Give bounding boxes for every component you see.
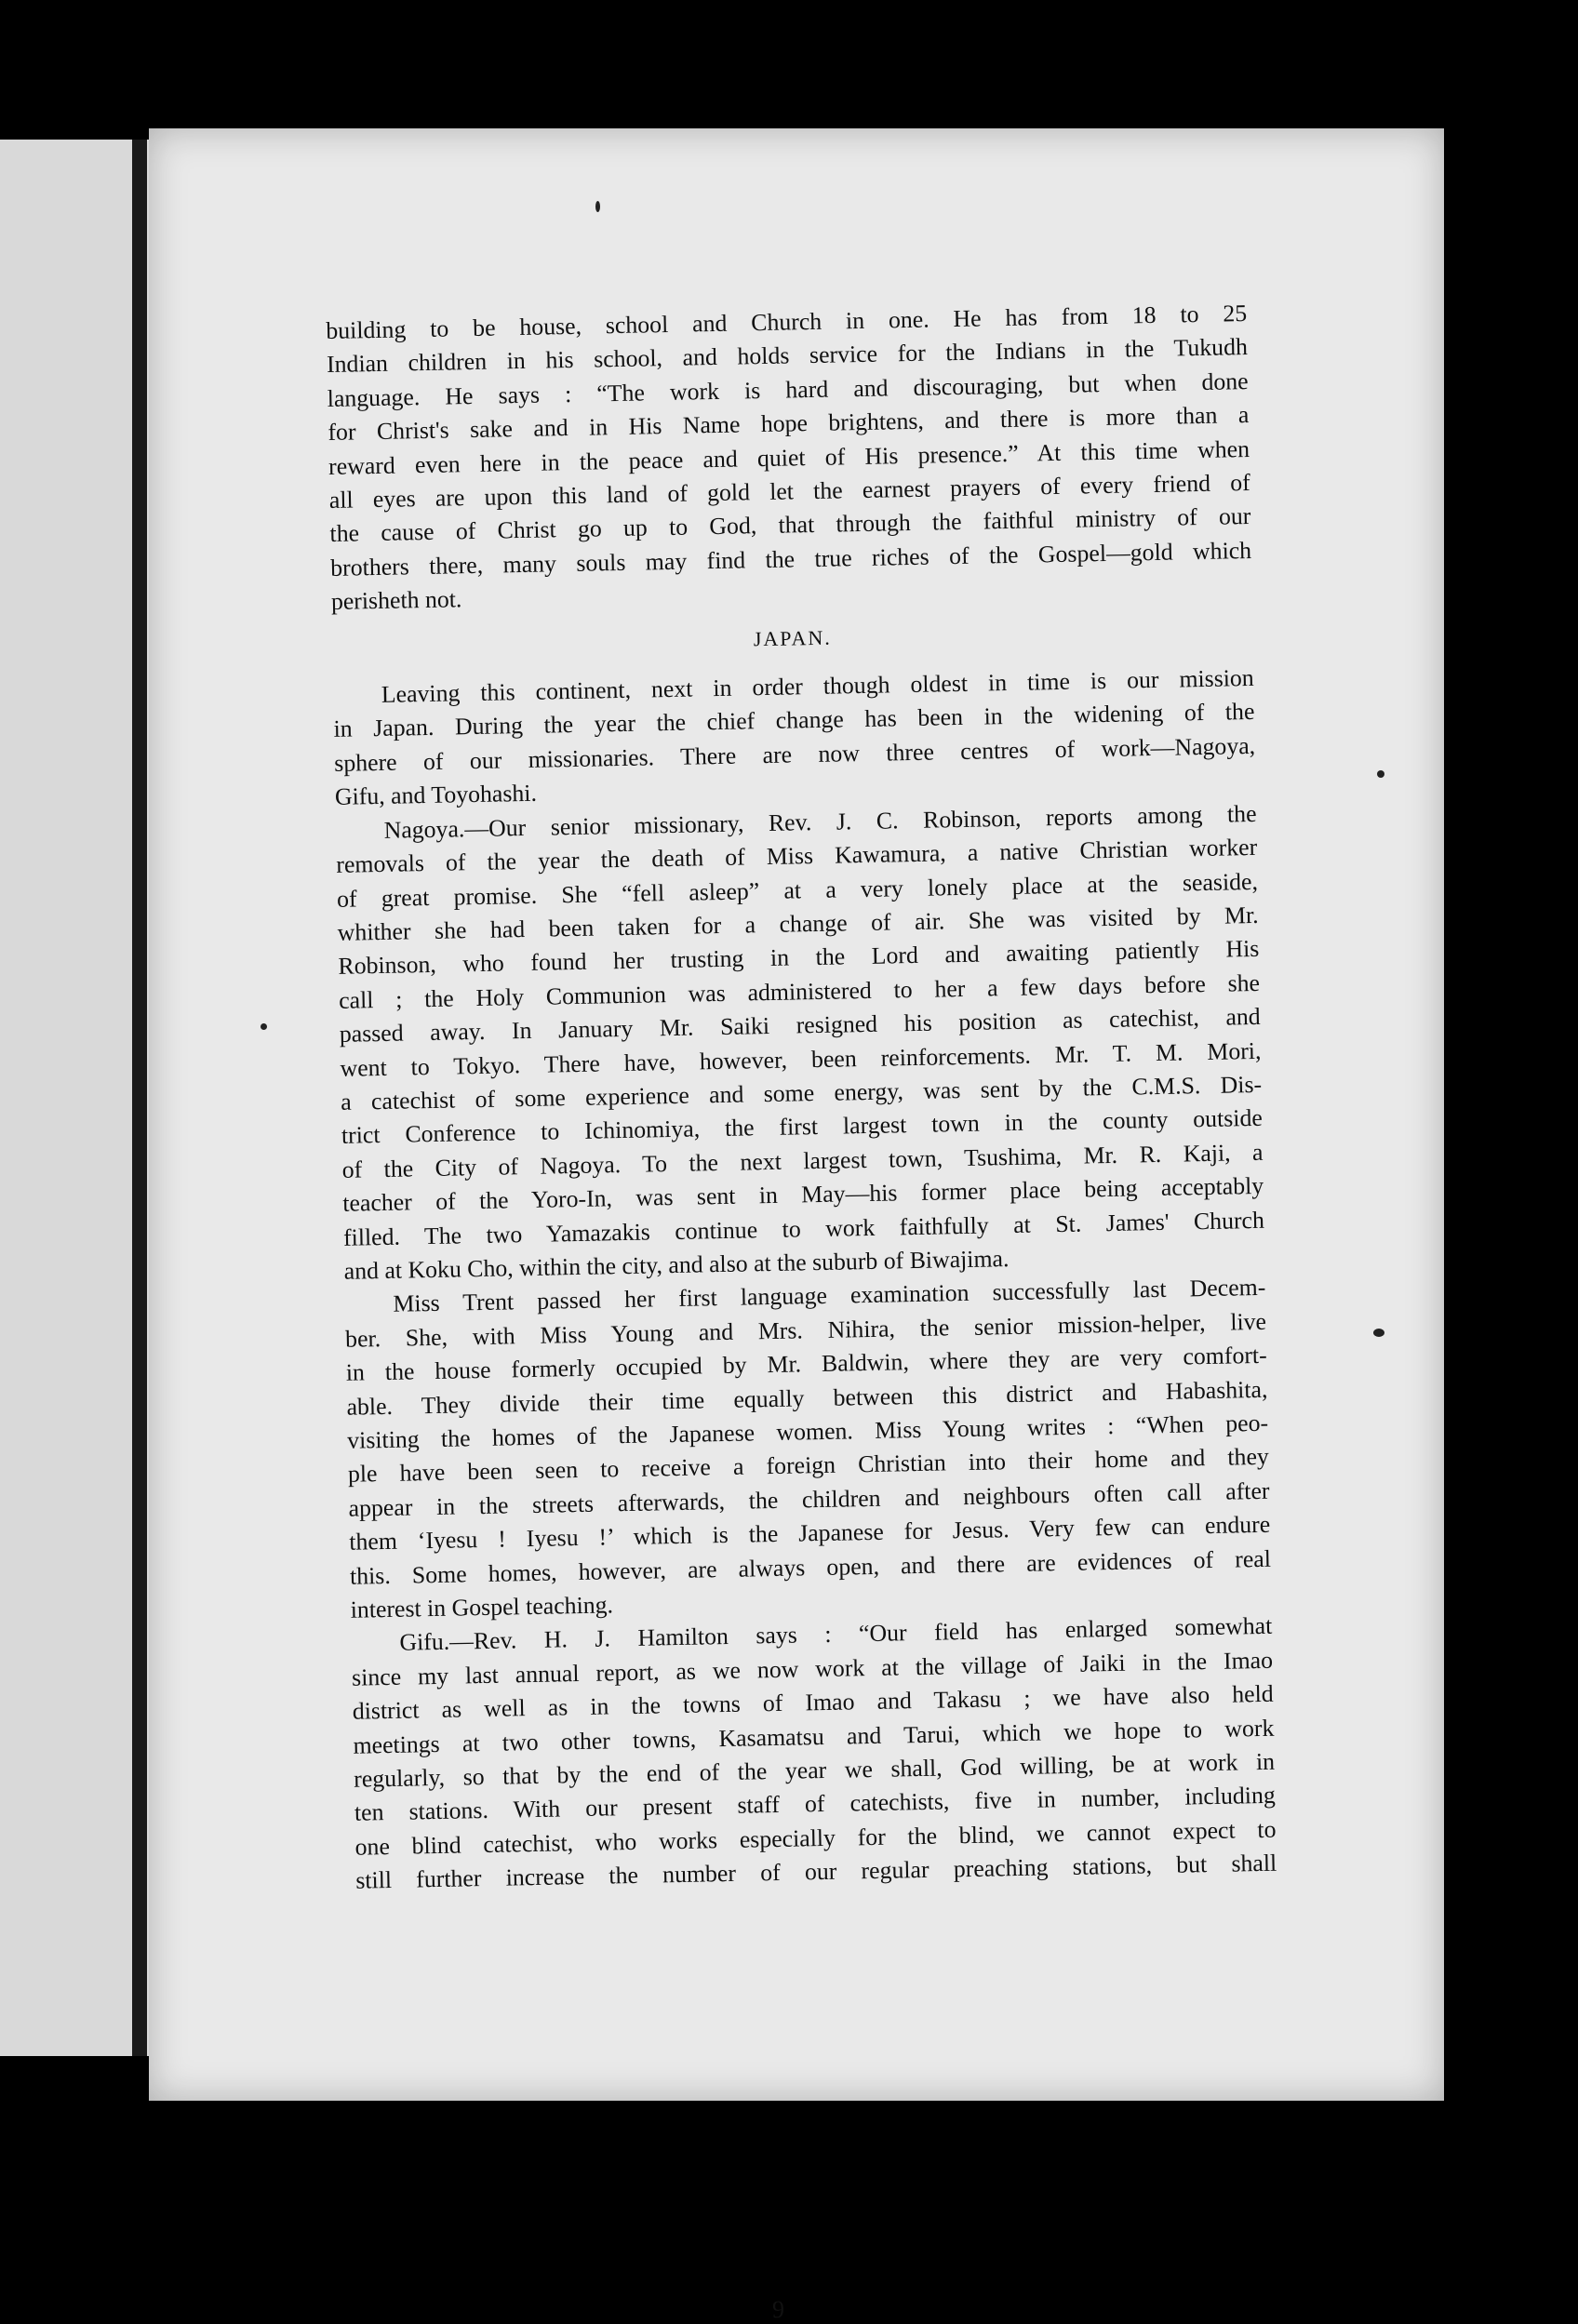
text-line: Gifu.—Rev. H. J. Hamilton says : “Our field has enlarged somewhat — [399, 1612, 1273, 1657]
ink-speck — [595, 201, 600, 212]
text-line: language. He says : “The work is hard and discouraging, but when done — [327, 367, 1249, 412]
text-line: ber. She, with Miss Young and Mrs. Nihira, the senior mission-helper, live — [344, 1307, 1267, 1353]
text-line: of the City of Nagoya. To the next largest town, Tsushima, Mr. R. Kaji, a — [341, 1138, 1264, 1183]
text-line: Miss Trent passed her first language examination successfully last Decem- — [393, 1274, 1266, 1318]
text-line: went to Tokyo. There have, however, been reinforcements. Mr. T. M. Mori, — [340, 1036, 1262, 1082]
text-line: Indian children in his school, and holds service for the Indians in the Tukudh — [326, 333, 1249, 379]
text-line: brothers there, many souls may find the true riches of the Gospel—gold which — [329, 536, 1252, 581]
text-line: appear in the streets afterwards, the children and neighbours often call after — [348, 1476, 1270, 1522]
text-line: removals of the year the death of Miss Kawamura, a native Christian worker — [336, 833, 1258, 878]
text-line: filled. The two Yamazakis continue to work faithfully at St. James' Church — [342, 1206, 1265, 1251]
text-line: Nagoya.—Our senior missionary, Rev. J. C. Robinson, reports among the — [383, 799, 1257, 844]
text-line: the cause of Christ go up to God, that through the faithful ministry of our — [329, 502, 1251, 548]
ink-speck — [261, 1023, 267, 1030]
text-line: building to be house, school and Church in one. He has from 18 to 25 — [326, 299, 1248, 344]
text-line: and at Koku Cho, within the city, and also at the suburb of Biwajima. — [343, 1245, 1010, 1285]
paragraph-gifu — [351, 1609, 1277, 1898]
text-line: in Japan. During the year the chief change has been in the widening of the — [333, 698, 1255, 743]
text-line: perisheth not. — [330, 585, 462, 616]
text-line: ple have been seen to receive a foreign Christian into their home and they — [347, 1443, 1270, 1489]
facing-page-edge — [0, 140, 149, 2056]
paragraph-nagoya — [335, 797, 1265, 1289]
paragraph-miss-trent — [344, 1271, 1272, 1627]
document-page — [149, 128, 1444, 2323]
text-line: sphere of our missionaries. There are now three centres of work—Nagoya, — [333, 731, 1256, 777]
text-line: trict Conference to Ichinomiya, the first largest town in the county outside — [341, 1104, 1264, 1150]
text-line: interest in Gospel teaching. — [350, 1591, 614, 1623]
ink-speck — [1373, 1329, 1384, 1337]
text-line: for Christ's sake and in His Name hope brightens, and there is more than a — [328, 401, 1250, 447]
text-line: all eyes are upon this land of gold let the earnest prayers of every friend of — [328, 468, 1250, 514]
text-line: them ‘Iyesu ! Iyesu !’ which is the Japanese for Jesus. Very few can endure — [349, 1510, 1271, 1556]
text-line: since my last annual report, as we now work at the village of Jaiki in the Imao — [351, 1646, 1274, 1691]
text-line: passed away. In January Mr. Saiki resigned his position as catechist, and — [339, 1002, 1261, 1048]
text-line: Robinson, who found her trusting in the Lord and awaiting patiently His — [338, 935, 1260, 981]
text-line: call ; the Holy Communion was administered to her a few days before she — [338, 968, 1261, 1014]
ink-speck — [1377, 770, 1384, 778]
text-line: of great promise. She “fell asleep” at a very lonely place at the seaside, — [336, 867, 1259, 913]
text-line: ten stations. With our present staff of catechists, five in number, including — [354, 1782, 1277, 1827]
book-gutter — [132, 140, 147, 2056]
text-line: Leaving this continent, next in order though oldest in time is our mission — [381, 663, 1254, 708]
text-line: teacher of the Yoro-In, was sent in May—his former place being acceptably — [342, 1171, 1264, 1217]
text-line: a catechist of some experience and some energy, was sent by the C.M.S. Dis- — [340, 1070, 1263, 1115]
section-heading-japan: JAPAN. — [753, 625, 832, 650]
text-line: district as well as in the towns of Imao and Takasu ; we have also held — [352, 1679, 1274, 1725]
text-line: able. They divide their time equally between this district and Habashita, — [346, 1375, 1268, 1421]
text-line: regularly, so that by the end of the year we shall, God willing, be at work in — [353, 1747, 1276, 1793]
text-line: in the house formerly occupied by Mr. Baldwin, where they are very comfort- — [345, 1341, 1267, 1386]
paragraph-japan-intro — [333, 661, 1257, 815]
paragraph-tukudh — [326, 297, 1252, 620]
text-line: whither she had been taken for a change of air. She was visited by Mr. — [337, 901, 1259, 946]
text-line: Gifu, and Toyohashi. — [334, 780, 538, 811]
text-line: visiting the homes of the Japanese women. Miss Young writes : “When peo- — [346, 1409, 1269, 1454]
text-line: reward even here in the peace and quiet of His presence.” At this time when — [328, 434, 1250, 480]
text-line: this. Some homes, however, are always open, and there are evidences of real — [349, 1544, 1272, 1590]
text-line: one blind catechist, who works especially for the blind, we cannot expect to — [354, 1815, 1277, 1861]
page-text — [326, 297, 1277, 1898]
text-line: meetings at two other towns, Kasamatsu and Tarui, which we hope to work — [353, 1714, 1275, 1759]
page-number: 9 — [772, 2296, 784, 2323]
text-line: still further increase the number of our regular preaching stations, but shall — [355, 1849, 1277, 1894]
